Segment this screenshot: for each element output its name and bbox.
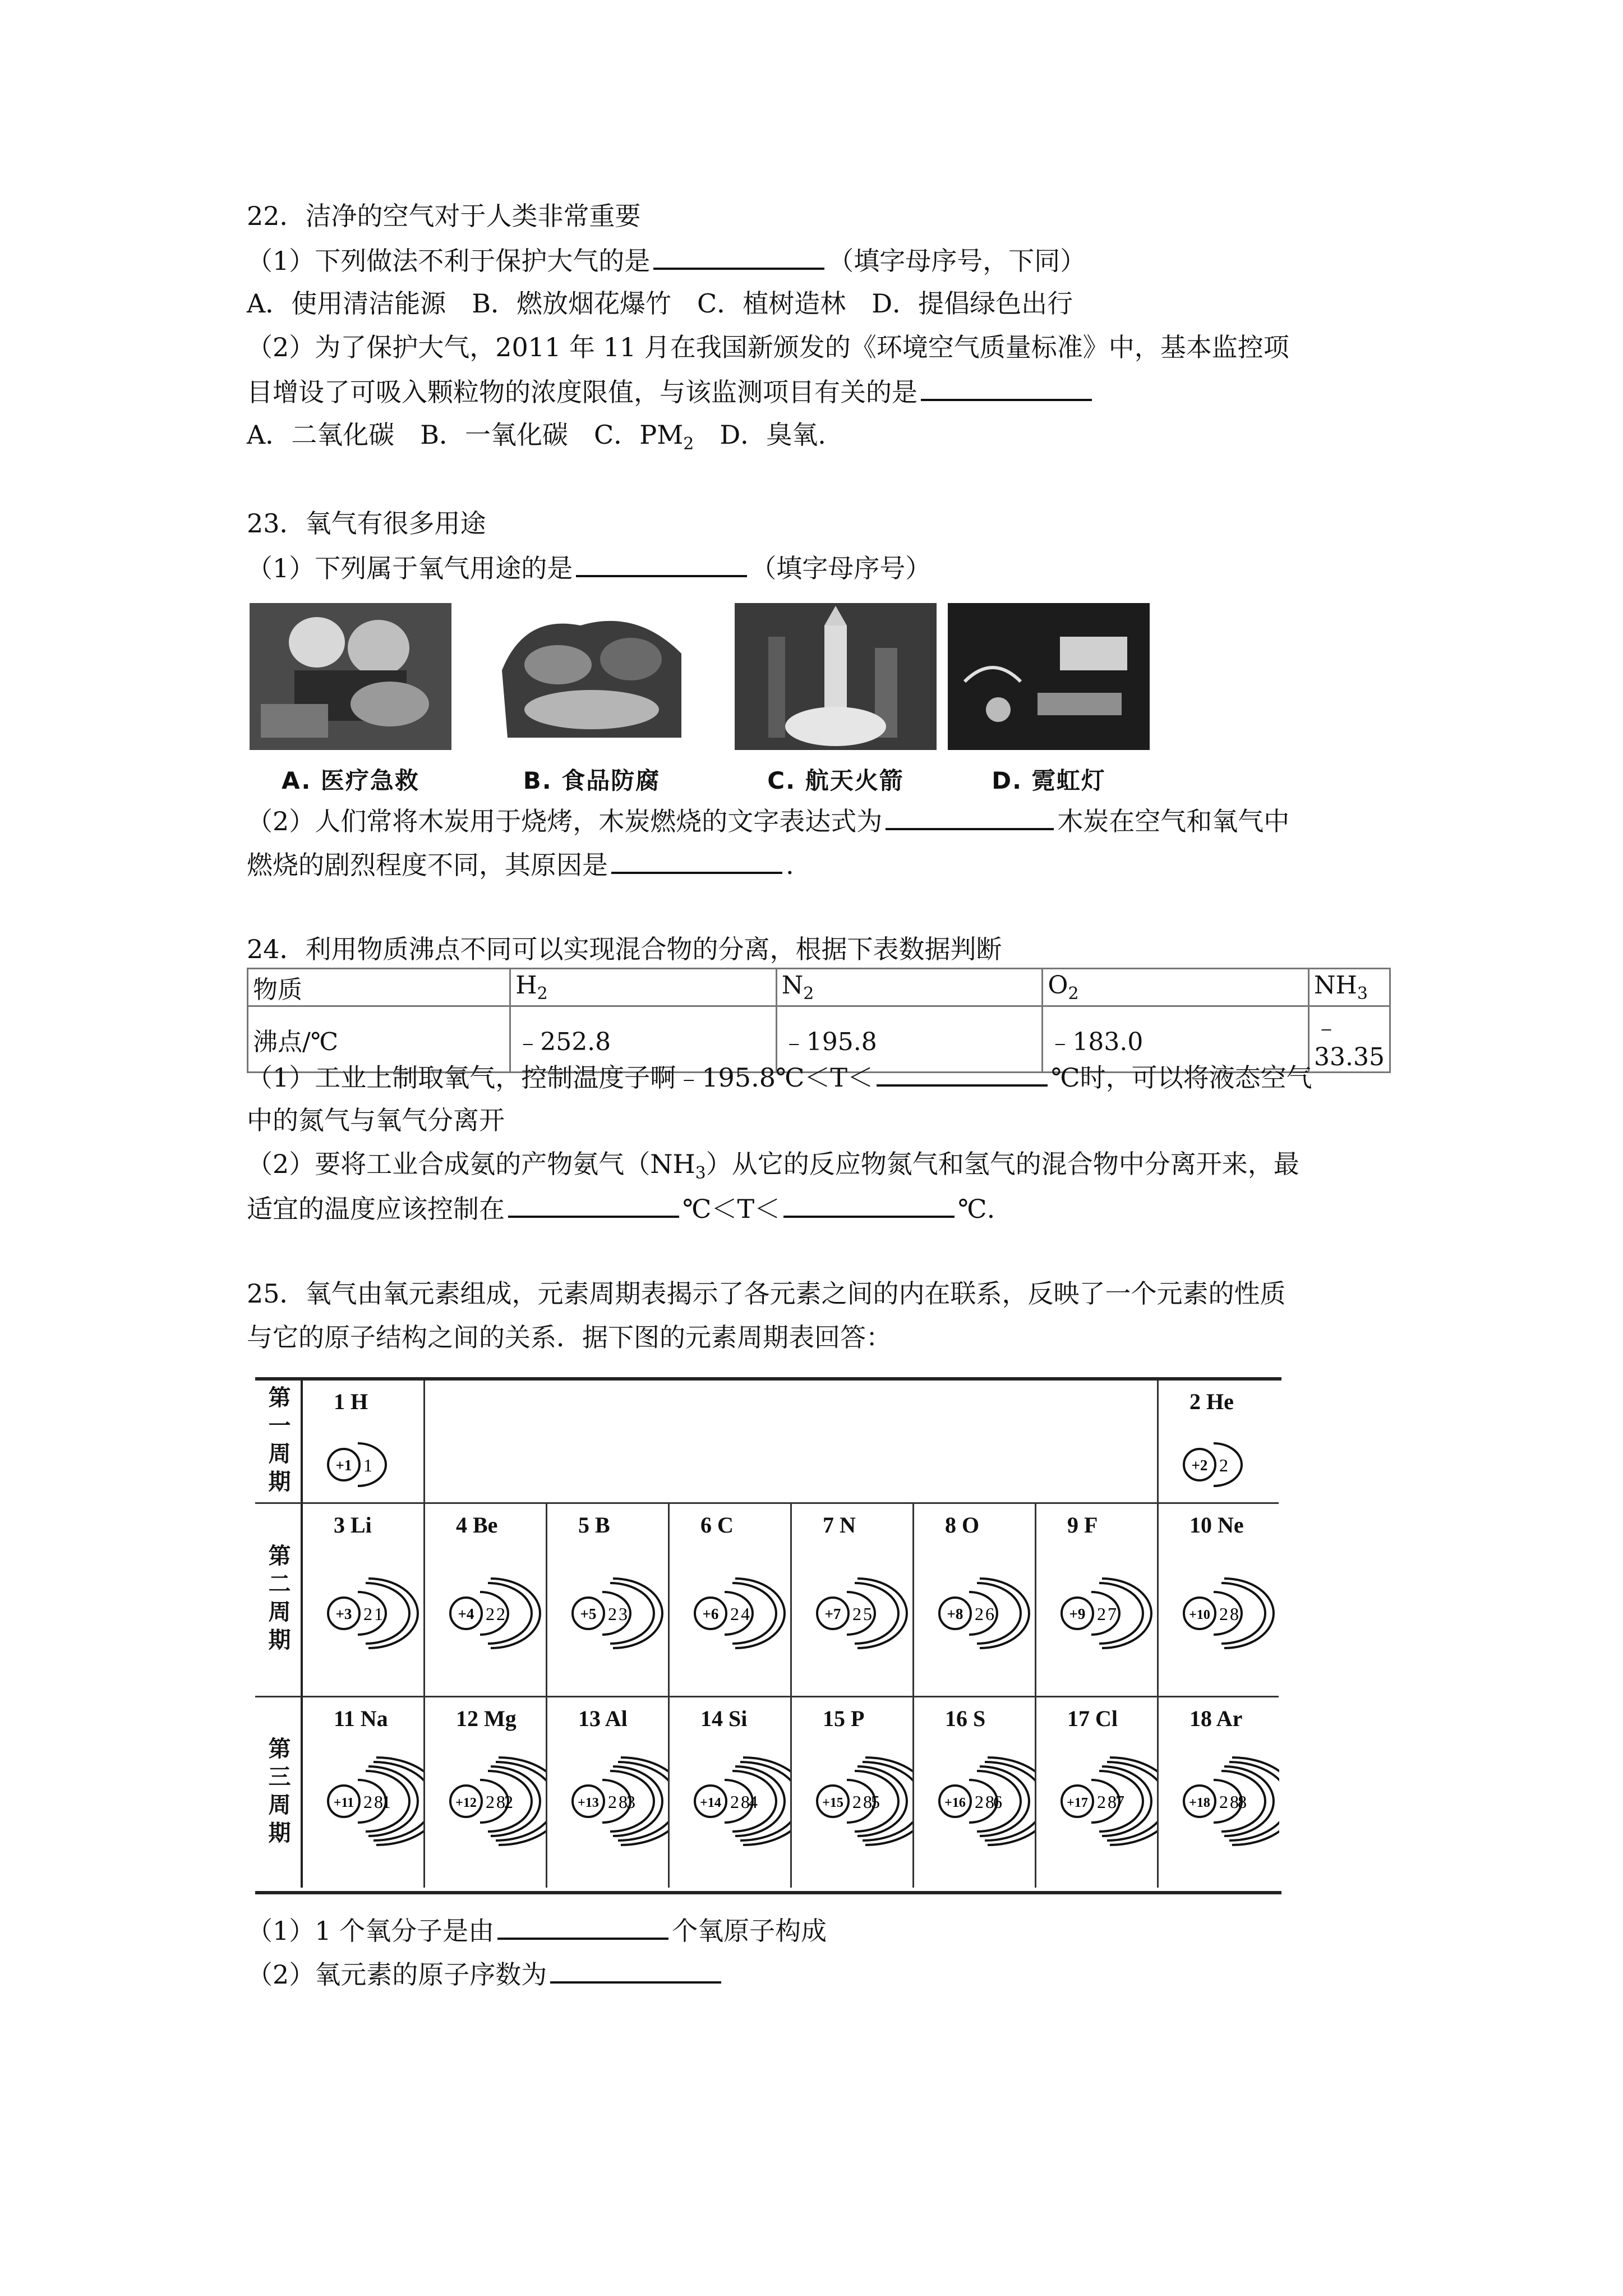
formula-text: O	[1048, 971, 1068, 1000]
q24-part2-text-b: ℃＜T＜	[683, 1194, 781, 1224]
q23-part2-text: （2）人们常将木炭用于烧烤，木炭燃烧的文字表达式为	[247, 806, 883, 836]
atom-diagram	[567, 1566, 668, 1661]
formula-sub: 2	[537, 983, 548, 1004]
element-symbol: 2 He	[1189, 1389, 1234, 1414]
electron-count: 2	[730, 1604, 739, 1624]
q22-answer-blank-2[interactable]	[921, 374, 1092, 401]
q22-part1-text: （1）下列做法不利于保护大气的是	[247, 246, 651, 276]
period-label-text: 第三周期	[265, 1736, 291, 1849]
period-label-text: 第一周期	[265, 1385, 291, 1498]
electron-count: 2	[1097, 1792, 1106, 1812]
q25-answer-blank-2[interactable]	[550, 1957, 721, 1984]
q24-answer-blank-3[interactable]	[783, 1191, 955, 1218]
empty-cell	[425, 1381, 1159, 1504]
electron-count: 8	[1108, 1792, 1117, 1812]
electron-count: 2	[975, 1792, 984, 1812]
q24-part2-text-a: 适宜的温度应该控制在	[247, 1194, 505, 1224]
formula-sub: 2	[803, 983, 814, 1004]
element-cell	[1159, 1697, 1279, 1888]
element-symbol: 13 Al	[578, 1706, 628, 1731]
electron-count: 2	[608, 1792, 617, 1812]
nucleus-charge: +8	[947, 1605, 963, 1622]
atom-diagram	[445, 1566, 546, 1661]
element-symbol: 17 Cl	[1067, 1706, 1118, 1731]
element-cell	[303, 1504, 425, 1697]
q22-part2-options	[247, 418, 826, 452]
electron-count: 6	[993, 1792, 1002, 1812]
electron-count: 2	[1219, 1604, 1228, 1624]
atom-diagram	[934, 1566, 1035, 1661]
food-photo-icon	[491, 603, 693, 750]
pm-subscript: 2	[683, 434, 694, 454]
period-1-label	[255, 1381, 303, 1504]
electron-count: 7	[1108, 1604, 1117, 1624]
electron-count: 8	[1238, 1792, 1247, 1812]
electron-count: 8	[1230, 1604, 1239, 1624]
periodic-table	[255, 1377, 1281, 1894]
option-d-image	[948, 603, 1150, 796]
electron-count: 8	[1230, 1792, 1239, 1812]
table-row	[248, 969, 1390, 1006]
atom-diagram	[1178, 1566, 1279, 1661]
element-symbol: 14 Si	[700, 1706, 748, 1731]
electron-count: 2	[363, 1604, 372, 1624]
table-header-substance: 物质	[248, 969, 510, 1006]
q23-part1-hint: （填字母序号）	[750, 553, 932, 583]
q22-title: 22．洁净的空气对于人类非常重要	[247, 201, 641, 231]
element-cell	[1159, 1381, 1279, 1504]
element-cell	[303, 1697, 425, 1888]
formula-text: H	[515, 971, 537, 1000]
element-cell	[792, 1697, 914, 1888]
element-symbol: 6 C	[700, 1512, 734, 1538]
option-b-caption: B. 食品防腐	[523, 767, 661, 794]
neon-photo-icon	[948, 603, 1150, 750]
element-cell	[670, 1697, 792, 1888]
atom-diagram	[1056, 1754, 1157, 1849]
q22-answer-blank-1[interactable]	[653, 243, 824, 270]
q25-title-line1: 25．氧气由氧元素组成，元素周期表揭示了各元素之间的内在联系，反映了一个元素的性质	[247, 1278, 1286, 1309]
element-symbol: 4 Be	[456, 1512, 498, 1538]
formula-sub: 3	[695, 1163, 706, 1184]
q24-part1-text-after: ℃时，可以将液态空气	[1051, 1062, 1312, 1093]
option-c-caption: C. 航天火箭	[767, 767, 904, 794]
nucleus-charge: +18	[1189, 1796, 1210, 1810]
q24-part2-text: （2）要将工业合成氨的产物氨气（NH	[247, 1149, 695, 1179]
electron-count: 2	[852, 1604, 861, 1624]
table-header-boiling-point: 沸点/℃	[248, 1006, 510, 1073]
element-symbol: 18 Ar	[1189, 1706, 1243, 1731]
nucleus-charge: +7	[824, 1605, 841, 1622]
medical-photo-icon	[250, 603, 451, 750]
atom-diagram	[567, 1754, 668, 1849]
q25-part1	[247, 1913, 827, 1947]
electron-count: 2	[1219, 1792, 1228, 1812]
q22-part2-text: 目增设了可吸入颗粒物的浓度限值，与该监测项目有关的是	[247, 377, 917, 407]
electron-count: 8	[985, 1792, 994, 1812]
electron-count: 1	[363, 1455, 372, 1475]
electron-count: 8	[741, 1792, 750, 1812]
electron-count: 5	[871, 1792, 880, 1812]
period-3-label	[255, 1697, 303, 1888]
atom-diagram	[1178, 1417, 1279, 1512]
period-label-text: 第二周期	[265, 1544, 291, 1656]
element-symbol: 15 P	[823, 1706, 865, 1731]
q23-title: 23．氧气有很多用途	[247, 508, 486, 539]
atom-diagram	[811, 1566, 912, 1661]
q25-part2	[247, 1957, 725, 1990]
element-cell	[670, 1504, 792, 1697]
nucleus-charge: +4	[458, 1605, 474, 1622]
q25-part1-text-after: 个氧原子构成	[672, 1916, 827, 1946]
formula-text: N	[781, 971, 804, 1000]
electron-count: 3	[626, 1792, 635, 1812]
electron-count: 2	[496, 1604, 505, 1624]
electron-count: 8	[374, 1792, 383, 1812]
element-cell	[425, 1697, 547, 1888]
nucleus-charge: +5	[580, 1605, 597, 1622]
electron-count: 2	[1097, 1604, 1106, 1624]
element-symbol: 11 Na	[334, 1706, 388, 1731]
nucleus-charge: +2	[1191, 1457, 1208, 1474]
rocket-photo-icon	[735, 603, 937, 750]
substance-o2	[1043, 969, 1309, 1006]
q24-part2-line2	[247, 1191, 995, 1225]
element-cell	[547, 1697, 670, 1888]
electron-count: 1	[382, 1792, 391, 1812]
electron-count: 2	[1219, 1455, 1228, 1475]
option-a-image	[250, 603, 451, 796]
element-cell	[1036, 1697, 1159, 1888]
q22-options-text-d: D．臭氧.	[694, 420, 826, 450]
electron-count: 8	[863, 1792, 872, 1812]
atom-diagram	[322, 1417, 423, 1512]
atom-diagram	[934, 1754, 1035, 1849]
element-cell	[1159, 1504, 1279, 1697]
element-cell	[914, 1504, 1036, 1697]
q23-part1	[247, 550, 931, 584]
q22-part1-hint: （填字母序号，下同）	[828, 246, 1086, 276]
element-cell	[1036, 1504, 1159, 1697]
q22-part1-options: A．使用清洁能源 B．燃放烟花爆竹 C．植树造林 D．提倡绿色出行	[247, 288, 1073, 319]
nucleus-charge: +6	[702, 1605, 719, 1622]
element-symbol: 10 Ne	[1189, 1512, 1244, 1538]
electron-count: 2	[975, 1604, 984, 1624]
option-a-caption: A. 医疗急救	[282, 767, 419, 794]
electron-count: 2	[363, 1792, 372, 1812]
nucleus-charge: +15	[822, 1796, 843, 1810]
atom-diagram	[689, 1566, 790, 1661]
bp-o2: ﹣183.0	[1043, 1006, 1309, 1073]
electron-count: 4	[749, 1792, 758, 1812]
q22-part2-line2	[247, 374, 1095, 408]
element-symbol: 9 F	[1067, 1512, 1098, 1538]
electron-count: 2	[730, 1792, 739, 1812]
atom-diagram	[1178, 1754, 1279, 1849]
q24-title: 24．利用物质沸点不同可以实现混合物的分离，根据下表数据判断	[247, 934, 1002, 964]
electron-count: 6	[985, 1604, 994, 1624]
atom-diagram	[322, 1566, 423, 1661]
nucleus-charge: +3	[335, 1605, 352, 1622]
q25-part2-text: （2）氧元素的原子序数为	[247, 1959, 547, 1990]
element-cell	[425, 1504, 547, 1697]
electron-count: 2	[608, 1604, 617, 1624]
q24-part1-line2: 中的氮气与氧气分离开	[247, 1105, 505, 1135]
q22-part2-line1: （2）为了保护大气，2011 年 11 月在我国新颁发的《环境空气质量标准》中，基本监控项	[247, 332, 1289, 362]
electron-count: 2	[486, 1792, 495, 1812]
electron-count: 8	[619, 1792, 628, 1812]
atom-diagram	[322, 1754, 423, 1849]
atom-diagram	[689, 1754, 790, 1849]
atom-diagram	[1056, 1566, 1157, 1661]
option-d-caption: D. 霓虹灯	[992, 767, 1106, 794]
element-symbol: 1 H	[334, 1389, 368, 1414]
q22-part1	[247, 243, 1086, 277]
q24-part2-text-rest: ）从它的反应物氮气和氢气的混合物中分离开来，最	[706, 1149, 1299, 1179]
nucleus-charge: +17	[1067, 1796, 1088, 1810]
element-cell	[792, 1504, 914, 1697]
nucleus-charge: +14	[700, 1796, 721, 1810]
electron-count: 4	[741, 1604, 750, 1624]
electron-count: 2	[486, 1604, 495, 1624]
q25-answer-blank-1[interactable]	[497, 1913, 668, 1940]
q24-answer-blank-1[interactable]	[877, 1060, 1048, 1087]
substance-h2	[510, 969, 777, 1006]
nucleus-charge: +10	[1189, 1608, 1210, 1622]
q23-part2-line1	[247, 803, 1289, 837]
element-symbol: 12 Mg	[456, 1706, 517, 1731]
q25-part1-text: （1）1 个氧分子是由	[247, 1916, 495, 1946]
atom-diagram	[445, 1754, 546, 1849]
formula-sub: 2	[1068, 983, 1079, 1004]
q24-part1-text: （1）工业上制取氧气，控制温度子啊﹣195.8℃＜T＜	[247, 1062, 874, 1093]
substance-n2	[776, 969, 1043, 1006]
nucleus-charge: +1	[335, 1457, 352, 1474]
q24-part1-line1	[247, 1060, 1312, 1093]
option-c-image	[735, 603, 937, 796]
period-mark: .	[786, 850, 794, 880]
q25-title-line2: 与它的原子结构之间的关系．据下图的元素周期表回答：	[247, 1322, 892, 1352]
electron-count: 2	[852, 1792, 861, 1812]
element-symbol: 7 N	[823, 1512, 856, 1538]
boiling-point-table	[247, 968, 1391, 1073]
q23-part2-reason-text: 燃烧的剧烈程度不同，其原因是	[247, 850, 608, 880]
option-b-image	[491, 603, 693, 796]
q23-part2-line2	[247, 847, 794, 881]
bp-h2: ﹣252.8	[510, 1006, 777, 1073]
formula-sub: 3	[1357, 983, 1368, 1004]
q23-part1-text: （1）下列属于氧气用途的是	[247, 553, 573, 583]
element-symbol: 5 B	[578, 1512, 610, 1538]
q23-answer-blank-3[interactable]	[611, 847, 782, 874]
element-symbol: 3 Li	[334, 1512, 372, 1538]
substance-nh3	[1308, 969, 1390, 1006]
q23-part2-text-after: 木炭在空气和氧气中	[1057, 806, 1290, 836]
q24-part2-line1	[247, 1147, 1299, 1184]
element-cell	[547, 1504, 670, 1697]
atom-diagram	[811, 1754, 912, 1849]
electron-count: 8	[496, 1792, 505, 1812]
electron-count: 5	[863, 1604, 872, 1624]
nucleus-charge: +13	[578, 1796, 599, 1810]
nucleus-charge: +11	[333, 1796, 354, 1810]
bp-n2: ﹣195.8	[776, 1006, 1043, 1073]
electron-count: 3	[619, 1604, 628, 1624]
q23-answer-blank-1[interactable]	[576, 550, 747, 577]
element-cell	[914, 1697, 1036, 1888]
q24-answer-blank-2[interactable]	[508, 1191, 679, 1218]
q23-answer-blank-2[interactable]	[886, 803, 1054, 830]
element-symbol: 16 S	[945, 1706, 986, 1731]
nucleus-charge: +9	[1069, 1605, 1086, 1622]
formula-text: NH	[1313, 971, 1357, 1000]
q24-part2-text-c: ℃.	[958, 1194, 995, 1224]
nucleus-charge: +12	[455, 1796, 477, 1810]
bp-nh3: ﹣33.35	[1308, 1006, 1390, 1073]
period-2-label	[255, 1504, 303, 1697]
electron-count: 2	[504, 1792, 513, 1812]
q22-options-text: A．二氧化碳 B．一氧化碳 C．PM	[247, 420, 684, 450]
nucleus-charge: +16	[944, 1796, 966, 1810]
electron-count: 1	[374, 1604, 383, 1624]
element-cell	[303, 1381, 425, 1504]
element-symbol: 8 O	[945, 1512, 980, 1538]
electron-count: 7	[1115, 1792, 1124, 1812]
